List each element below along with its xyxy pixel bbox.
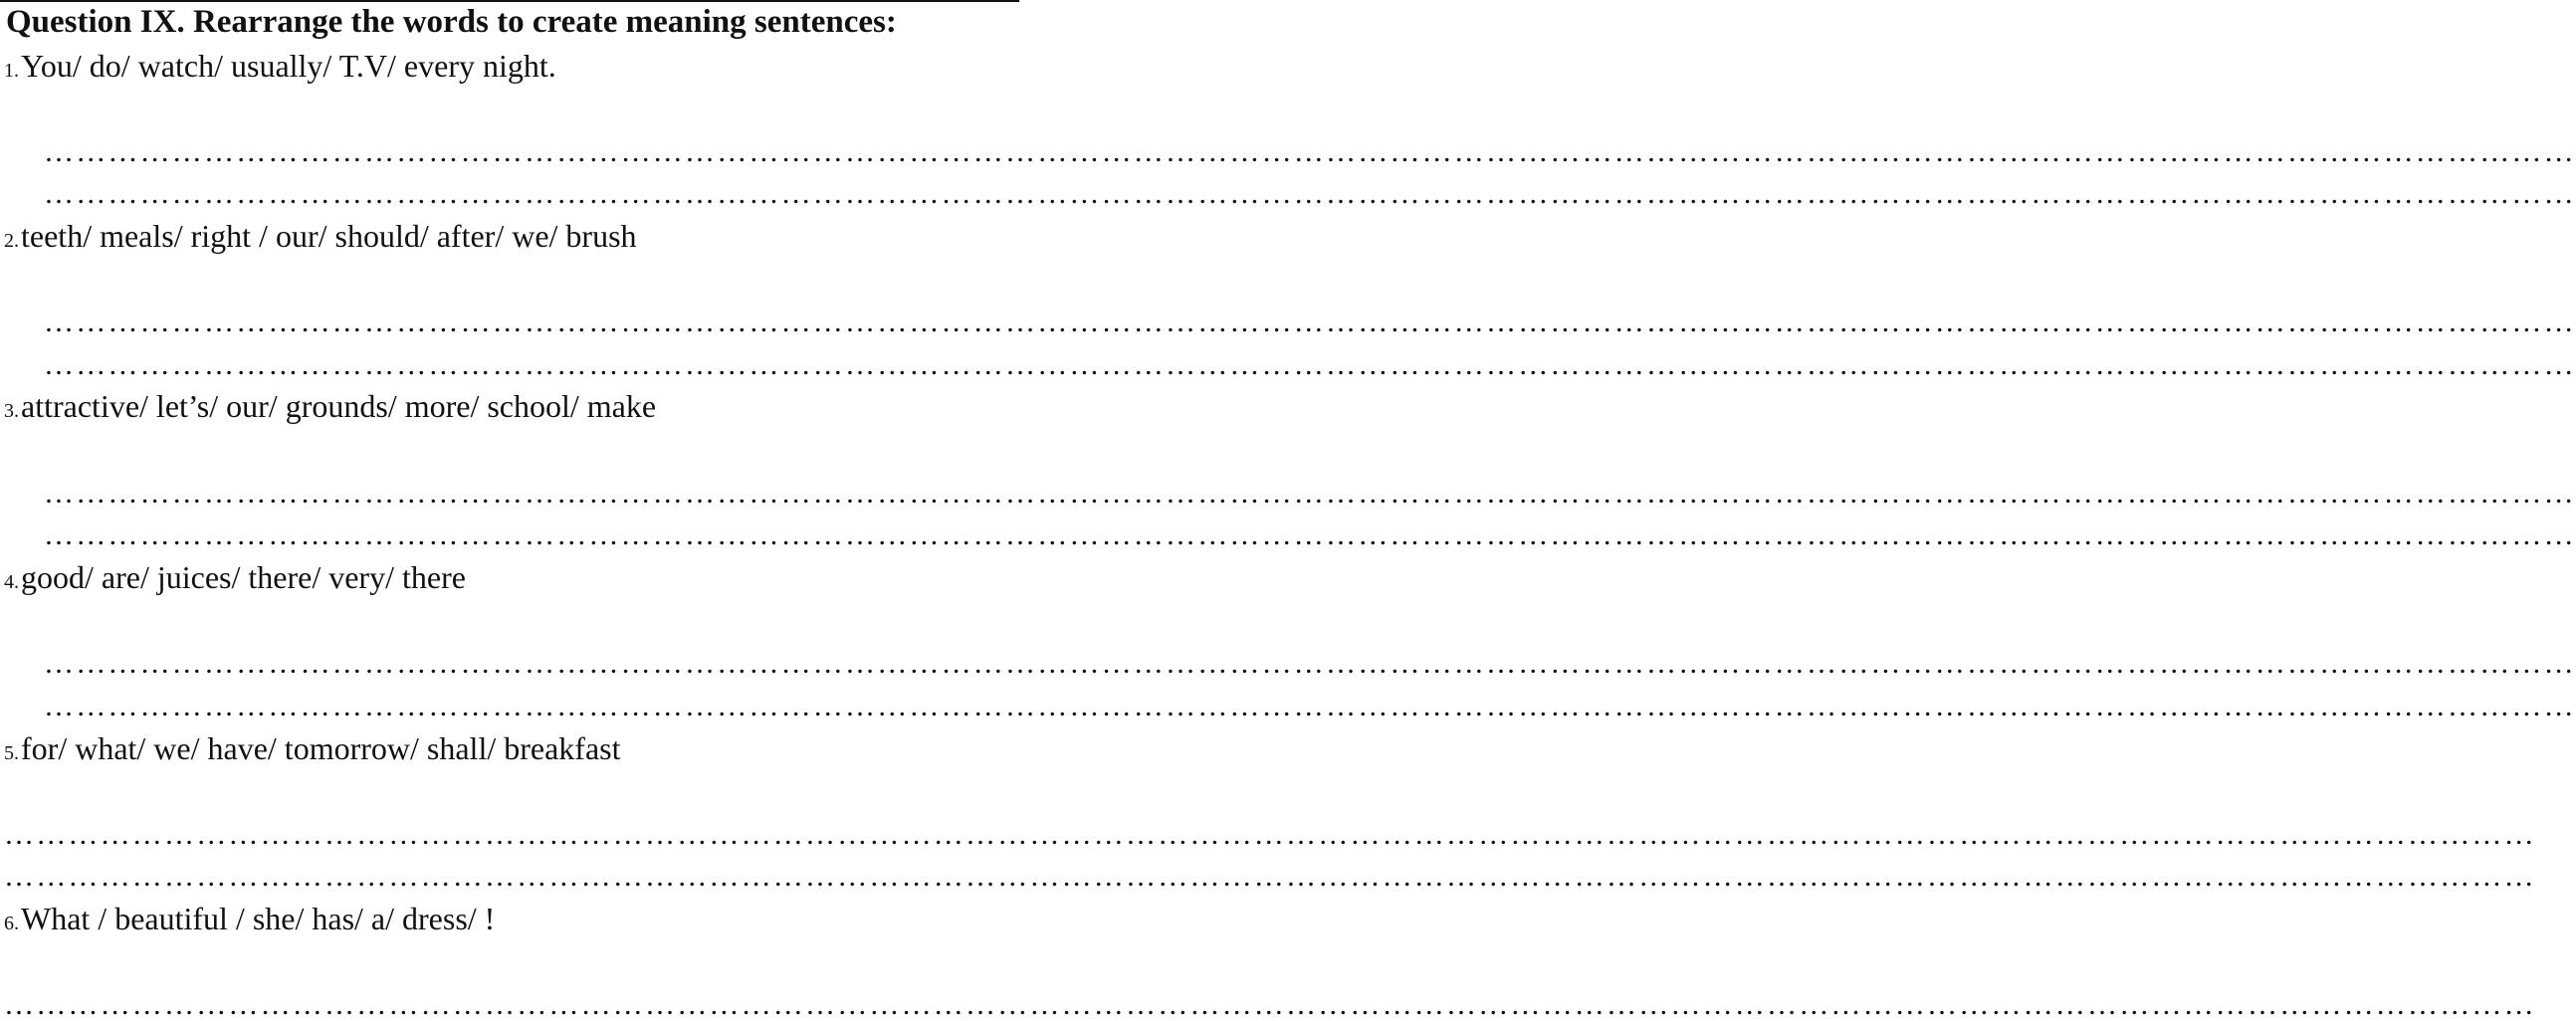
question-5: [4, 728, 620, 773]
question-number: 6.: [4, 913, 19, 934]
question-4: [4, 557, 466, 602]
answer-line: …………………………………………………………………………………………………………………………………………………………………………………………………………………: [4, 818, 2536, 851]
answer-line: …………………………………………………………………………………………………………………………………………………………………………………………………………………: [44, 348, 2576, 381]
question-number: 2.: [4, 230, 19, 252]
answer-line: …………………………………………………………………………………………………………………………………………………………………………………………………………………: [44, 306, 2576, 338]
question-2: [4, 216, 637, 261]
answer-line: …………………………………………………………………………………………………………………………………………………………………………………………………………………: [44, 647, 2576, 680]
question-text: attractive/ let’s/ our/ grounds/ more/ school/ make: [21, 388, 657, 424]
question-6: [4, 899, 495, 943]
answer-line: …………………………………………………………………………………………………………………………………………………………………………………………………………………: [4, 988, 2536, 1021]
question-number: 5.: [4, 742, 19, 764]
question-text: teeth/ meals/ right / our/ should/ after/ we/ brush: [21, 218, 637, 254]
question-number: 4.: [4, 571, 19, 593]
question-number: 3.: [4, 400, 19, 422]
question-number: 1.: [4, 60, 19, 82]
answer-line: …………………………………………………………………………………………………………………………………………………………………………………………………………………: [44, 690, 2576, 722]
question-text: What / beautiful / she/ has/ a/ dress/ !: [21, 901, 496, 936]
question-text: good/ are/ juices/ there/ very/ there: [21, 559, 466, 595]
question-title: Question IX. Rearrange the words to create meaning sentences:: [6, 4, 897, 40]
answer-line: …………………………………………………………………………………………………………………………………………………………………………………………………………………: [44, 135, 2576, 168]
answer-line: …………………………………………………………………………………………………………………………………………………………………………………………………………………: [4, 860, 2536, 893]
answer-line: …………………………………………………………………………………………………………………………………………………………………………………………………………………: [44, 518, 2576, 551]
question-text: You/ do/ watch/ usually/ T.V/ every night.: [21, 48, 556, 84]
question-1: [4, 46, 556, 91]
answer-line: …………………………………………………………………………………………………………………………………………………………………………………………………………………: [44, 177, 2576, 210]
question-text: for/ what/ we/ have/ tomorrow/ shall/ breakfast: [21, 730, 621, 766]
answer-line: …………………………………………………………………………………………………………………………………………………………………………………………………………………: [44, 477, 2576, 510]
question-3: [4, 386, 656, 431]
